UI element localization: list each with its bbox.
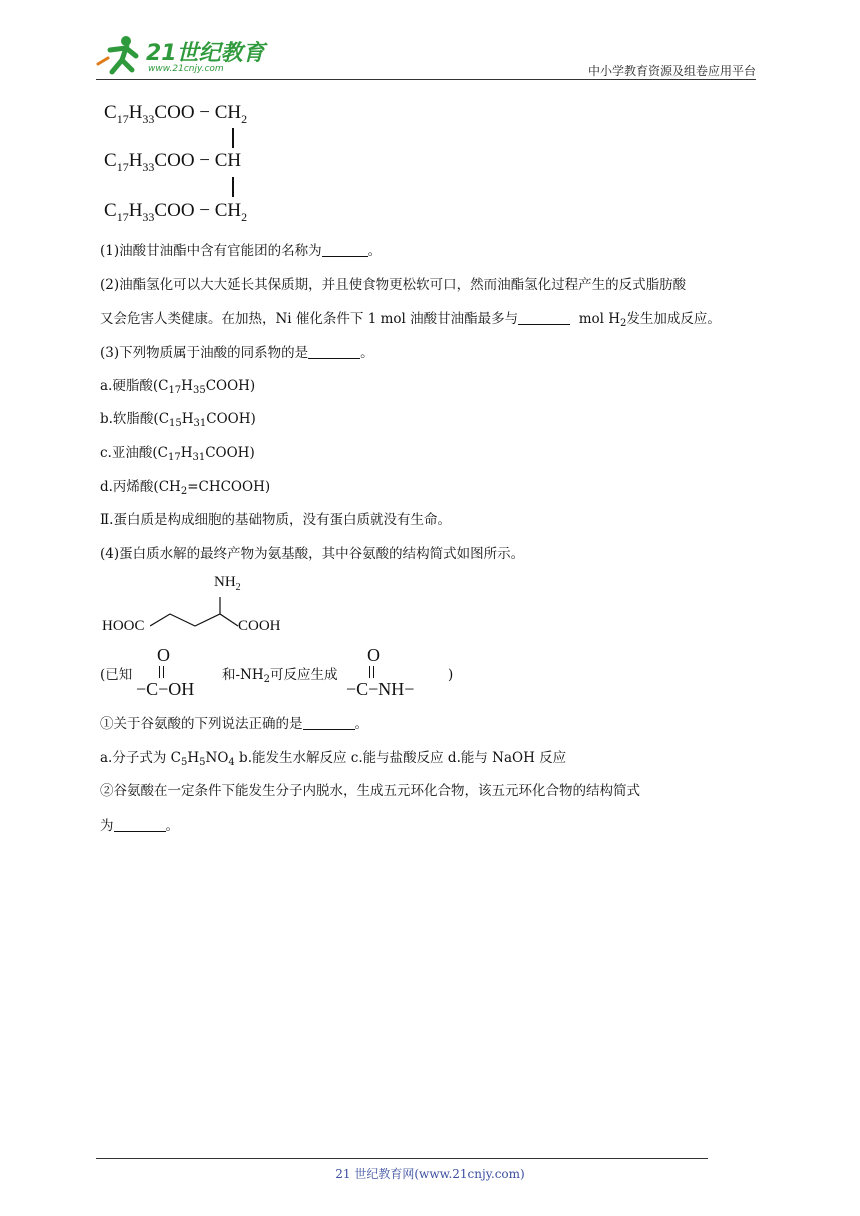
answer-blank[interactable] <box>303 717 355 730</box>
option-a: a.硬脂酸$(C_{17}H_{35}COOH)$ <box>100 378 256 396</box>
section-2-heading: Ⅱ.蛋白质是构成细胞的基础物质，没有蛋白质就没有生命。 <box>100 512 451 528</box>
sub-question-1-options: a.分子式为 $C_5H_5NO_4$ b.能发生水解反应 c.能与盐酸反应 d.能与 NaOH 反应 <box>100 750 567 768</box>
glyceride-row: $C_{17}H_{33}COO - CH_2$ <box>104 102 248 126</box>
glutamic-acid-structure <box>102 574 302 638</box>
glyceride-row: $C_{17}H_{33}COO - CH_2$ <box>104 200 248 224</box>
answer-blank[interactable] <box>114 819 166 832</box>
carbon-chain-icon <box>150 594 240 634</box>
option-d: d.丙烯酸$(CH_2=CHCOOH)$ <box>100 479 271 497</box>
header-right-text: 中小学教育资源及组卷应用平台 <box>587 64 756 78</box>
cooh-label: COOH <box>238 618 281 634</box>
option-b: b.软脂酸$(C_{15}H_{31}COOH)$ <box>100 411 256 429</box>
logo-text: 21世纪教育 <box>146 41 265 66</box>
answer-blank[interactable] <box>518 312 570 325</box>
answer-blank[interactable] <box>308 346 360 359</box>
header-logo <box>96 34 266 76</box>
question-2-line-1: (2)油酯氢化可以大大延长其保质期，并且使食物更松软可口，然而油酯氢化过程产生的反式脂肪酸 <box>100 277 687 293</box>
header-rule <box>96 79 756 80</box>
sub-question-2-line-1: ②谷氨酸在一定条件下能发生分子内脱水，生成五元环化合物，该五元环化合物的结构简式 <box>100 783 640 799</box>
question-1: (1)油酸甘油酯中含有官能团的名称为 。 <box>100 243 382 259</box>
sub-question-1: ①关于谷氨酸的下列说法正确的是 。 <box>100 716 368 732</box>
sub-question-2-line-2: 为 。 <box>100 818 179 834</box>
question-4: (4)蛋白质水解的最终产物为氨基酸，其中谷氨酸的结构简式如图所示。 <box>100 546 525 562</box>
question-3: (3)下列物质属于油酸的同系物的是 。 <box>100 345 374 361</box>
known-reaction: (已知 O −C−OH 和$-NH_2$可反应生成 O −C−NH− ) <box>100 645 454 699</box>
answer-blank[interactable] <box>322 244 368 257</box>
footer-text[interactable]: 21 世纪教育网(www.21cnjy.com) <box>335 1167 525 1181</box>
footer-rule <box>96 1158 708 1159</box>
runner-logo-icon <box>96 34 144 76</box>
glyceride-row: $C_{17}H_{33}COO$ − CH <box>104 150 242 174</box>
logo-url: www.21cnjy.com <box>148 64 224 74</box>
glyceride-structure <box>104 102 304 227</box>
option-c: c.亚油酸$(C_{17}H_{31}COOH)$ <box>100 445 255 463</box>
question-2-line-2: 又会危害人类健康。在加热，Ni 催化条件下 1 mol 油酸甘油酯最多与 mol $H_2$发生加成反应。 <box>100 311 721 329</box>
nh2-label: $NH_2$ <box>214 574 241 593</box>
hooc-label: HOOC <box>102 618 145 634</box>
